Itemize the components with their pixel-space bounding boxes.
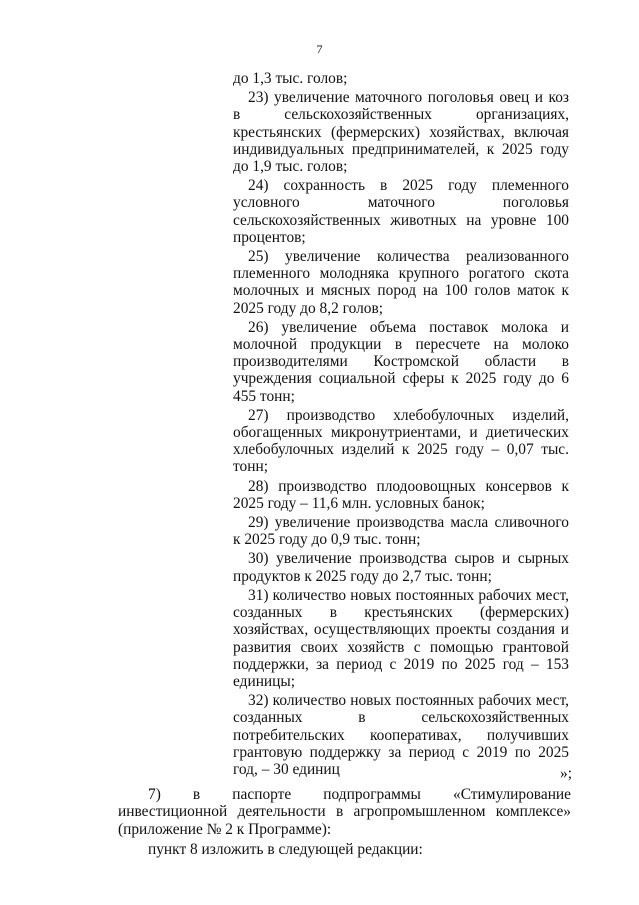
list-item-30: 30) увеличение производства сыров и сырных продуктов к 2025 году до 2,7 тыс. тонн; [233, 550, 569, 585]
list-item-continuation: до 1,3 тыс. голов; [233, 70, 348, 87]
list-item-27: 27) производство хлебобулочных изделий, обогащенных микронутриентами, и диетических хлебобулочных изделий к 2025 году – 0,07 тыс. тонн; [233, 406, 569, 476]
page-number: 7 [316, 42, 323, 56]
list-item-32: 32) количество новых постоянных рабочих мест, созданных в сельскохозяйственных потребительских кооперативах, получивших грантовую поддержку за период с 2019 по 2025 год, – 30 единиц [233, 692, 569, 778]
list-item-23: 23) увеличение маточного поголовья овец и коз в сельскохозяйственных организациях, крестьянских (фермерских) хозяйствах, включая индивидуальных предпринимателей, к 2025 году до 1,9 тыс. голов; [233, 89, 569, 176]
body-text [118, 786, 571, 862]
list-item-26: 26) увеличение объема поставок молока и молочной продукции в пересчете на молоко производителями Костромской области в учреждения социальной сферы к 2025 году до 6 455 тонн; [233, 318, 569, 405]
indicator-list [233, 70, 569, 780]
closing-quote: »; [560, 765, 572, 782]
list-item-25: 25) увеличение количества реализованного племенного молодняка крупного рогатого скота молочных и мясных пород на 100 голов маток к 2025 году до 8,2 голов; [233, 248, 569, 317]
list-item-24: 24) сохранность в 2025 году племенного условного маточного поголовья сельскохозяйственных животных на уровне 100 процентов; [233, 177, 569, 246]
paragraph-7: 7) в паспорте подпрограммы «Стимулирование инвестиционной деятельности в агропромышленном комплексе» (приложение № 2 к Программе): [118, 786, 571, 838]
list-item-28: 28) производство плодоовощных консервов к 2025 году – 11,6 млн. условных банок; [233, 477, 569, 512]
list-item-31: 31) количество новых постоянных рабочих мест, созданных в крестьянских (фермерских) хозяйствах, осуществляющих проекты создания и развития своих хозяйств с помощью грантовой поддержки, за период с 2019 по 2025 год – 153 единицы; [233, 586, 569, 690]
list-item-29: 29) увеличение производства масла сливочного к 2025 году до 0,9 тыс. тонн; [233, 514, 569, 549]
paragraph-8: пункт 8 изложить в следующей редакции: [148, 841, 423, 859]
